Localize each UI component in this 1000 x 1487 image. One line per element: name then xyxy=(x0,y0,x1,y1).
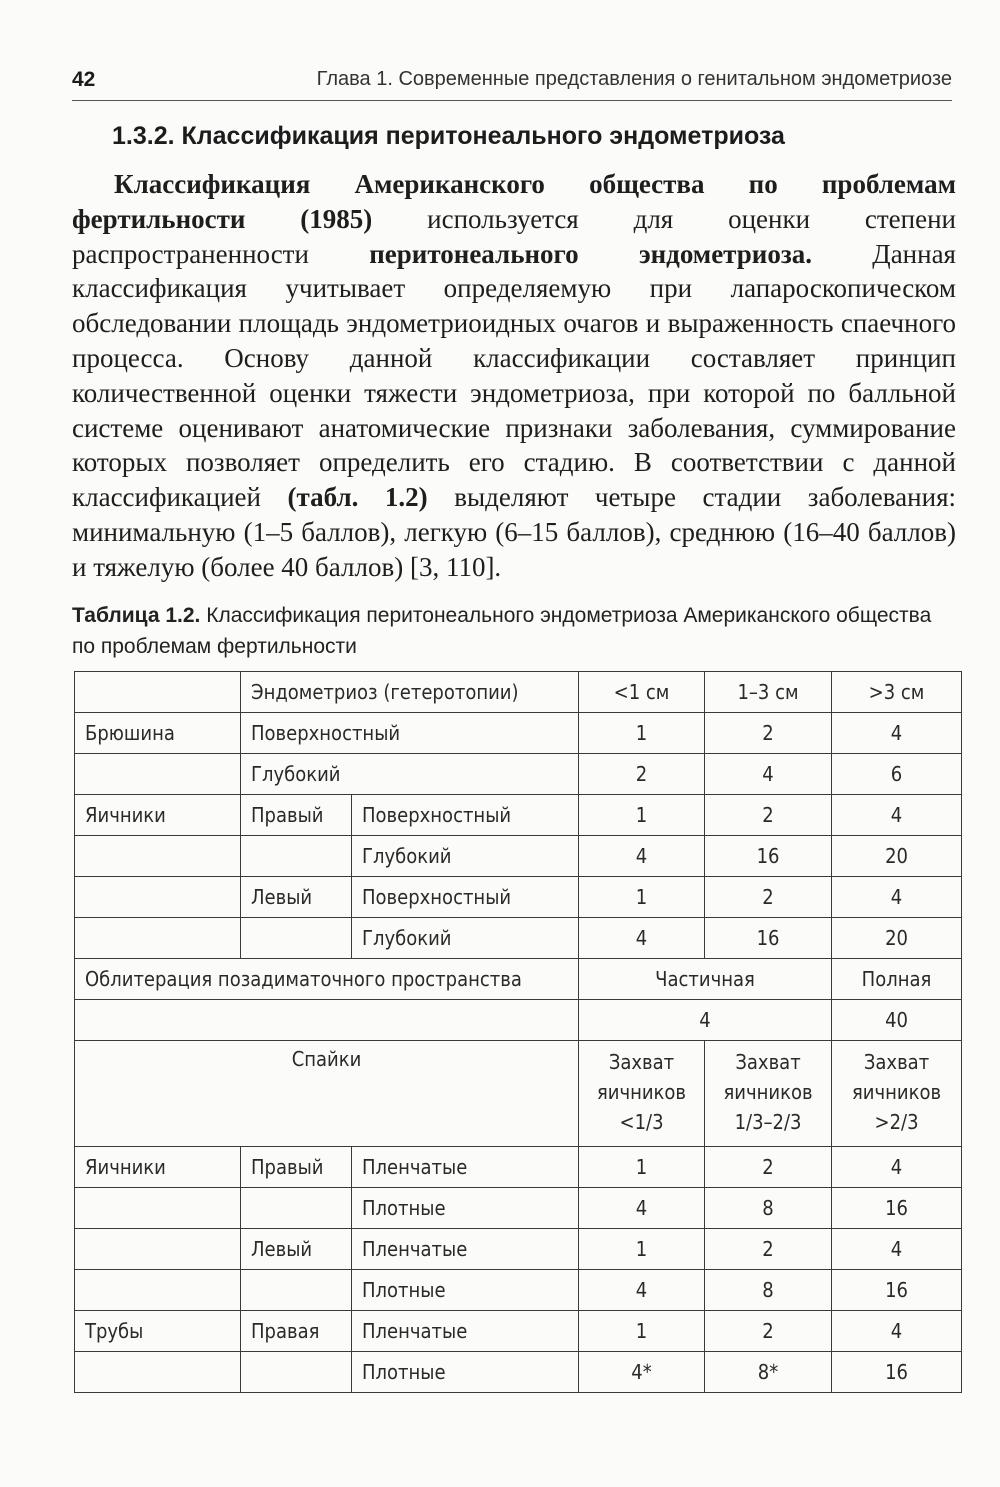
table-row xyxy=(75,1147,962,1188)
score-cell: 2 xyxy=(705,1311,832,1352)
score-cell: 8 xyxy=(705,1270,832,1311)
score-cell: 2 xyxy=(705,795,832,836)
table-row xyxy=(75,1270,962,1311)
lesion-type: Поверхностный xyxy=(352,795,579,836)
score-cell: 2 xyxy=(705,877,832,918)
score-cell: 1 xyxy=(579,1229,705,1270)
side-label: Правый xyxy=(241,795,352,836)
table-caption-text: Классификация перитонеального эндометриоза Американского общества по проблемам фертильности xyxy=(72,604,932,658)
header-endometriosis: Эндометриоз (гетеротопии) xyxy=(241,672,579,713)
adhesion-type: Плотные xyxy=(352,1270,579,1311)
score-cell: 8* xyxy=(705,1352,832,1393)
paragraph-text-3: выделяют четыре стадии заболевания: минимальную (1–5 баллов), легкую (6–15 баллов), среднюю (16–40 баллов) и тяжелую (более 40 баллов) [3, 110]. xyxy=(72,482,956,582)
score-cell: 1 xyxy=(579,877,705,918)
table-row xyxy=(75,795,962,836)
score-cell: 4 xyxy=(832,713,962,754)
score-cell: 2 xyxy=(705,1147,832,1188)
score-cell: 4 xyxy=(579,1000,832,1041)
lesion-type: Глубокий xyxy=(241,754,579,795)
side-label: Правый xyxy=(241,1147,352,1188)
score-cell: 6 xyxy=(832,754,962,795)
empty-cell xyxy=(75,1270,241,1311)
page-number: 42 xyxy=(72,68,96,91)
adhesion-type: Плотные xyxy=(352,1352,579,1393)
table-row xyxy=(75,836,962,877)
table-reference: (табл. 1.2) xyxy=(287,482,428,513)
empty-cell xyxy=(75,1188,241,1229)
adhesions-col-3: Захват яичников >2/3 xyxy=(832,1041,962,1147)
organ-label: Трубы xyxy=(75,1311,241,1352)
adhesions-col-1: Захват яичников <1/3 xyxy=(579,1041,705,1147)
score-cell: 20 xyxy=(832,836,962,877)
side-label: Левый xyxy=(241,877,352,918)
empty-cell xyxy=(75,836,241,877)
empty-cell xyxy=(241,918,352,959)
table-row xyxy=(75,1311,962,1352)
table-caption xyxy=(72,600,958,662)
side-label: Левый xyxy=(241,1229,352,1270)
table-caption-label: Таблица 1.2. xyxy=(72,604,201,627)
adhesion-type: Плотные xyxy=(352,1188,579,1229)
score-cell: 4 xyxy=(705,754,832,795)
score-cell: 20 xyxy=(832,918,962,959)
obliteration-partial: Частичная xyxy=(579,959,832,1000)
header-size-1: <1 см xyxy=(579,672,705,713)
adhesion-type: Пленчатые xyxy=(352,1311,579,1352)
table-row xyxy=(75,1229,962,1270)
header-empty-cell xyxy=(75,672,241,713)
score-cell: 2 xyxy=(705,1229,832,1270)
score-cell: 4 xyxy=(579,918,705,959)
section-title: 1.3.2. Классификация перитонеального эндометриоза xyxy=(112,122,785,150)
score-cell: 1 xyxy=(579,1147,705,1188)
lesion-type: Глубокий xyxy=(352,918,579,959)
empty-cell xyxy=(241,836,352,877)
table-row xyxy=(75,1188,962,1229)
score-cell: 16 xyxy=(705,918,832,959)
score-cell: 8 xyxy=(705,1188,832,1229)
table-row xyxy=(75,754,962,795)
paragraph-text-2: Данная классификация учитывает определяемую при лапароскопическом обследовании площадь эндометриоидных очагов и выраженность спаечного процесса. Основу данной классификации составляет принцип количественной оценки тяжести эндометриоза, при которой по балльной системе оценивают анатомические признаки заболевания, суммирование которых позволяет определить его стадию. В соответствии с данной классификацией xyxy=(72,238,956,513)
score-cell: 4 xyxy=(579,1188,705,1229)
score-cell: 1 xyxy=(579,1311,705,1352)
score-cell: 4 xyxy=(832,1147,962,1188)
empty-cell xyxy=(75,754,241,795)
score-cell: 1 xyxy=(579,795,705,836)
score-cell: 40 xyxy=(832,1000,962,1041)
lesion-type: Поверхностный xyxy=(352,877,579,918)
table-row xyxy=(75,959,962,1000)
organ-label: Яичники xyxy=(75,795,241,836)
score-cell: 4 xyxy=(832,795,962,836)
score-cell: 16 xyxy=(832,1270,962,1311)
score-cell: 4 xyxy=(579,836,705,877)
score-cell: 4* xyxy=(579,1352,705,1393)
score-cell: 2 xyxy=(705,713,832,754)
score-cell: 1 xyxy=(579,713,705,754)
score-cell: 4 xyxy=(832,1229,962,1270)
empty-cell xyxy=(75,918,241,959)
adhesions-col-2: Захват яичников 1/3–2/3 xyxy=(705,1041,832,1147)
score-cell: 16 xyxy=(832,1352,962,1393)
empty-cell xyxy=(75,1352,241,1393)
adhesions-label: Спайки xyxy=(75,1041,579,1147)
obliteration-full: Полная xyxy=(832,959,962,1000)
empty-cell xyxy=(241,1188,352,1229)
empty-cell xyxy=(75,1000,579,1041)
table-row xyxy=(75,877,962,918)
header-size-2: 1–3 см xyxy=(705,672,832,713)
paragraph-text-1: используется для оценки степени распространенности xyxy=(72,203,956,269)
organ-label: Яичники xyxy=(75,1147,241,1188)
empty-cell xyxy=(241,1352,352,1393)
empty-cell xyxy=(241,1270,352,1311)
table-row xyxy=(75,1352,962,1393)
table-row xyxy=(75,1000,962,1041)
lesion-type: Глубокий xyxy=(352,836,579,877)
obliteration-label: Облитерация позадиматочного пространства xyxy=(75,959,579,1000)
score-cell: 4 xyxy=(832,877,962,918)
score-cell: 4 xyxy=(832,1311,962,1352)
score-cell: 16 xyxy=(832,1188,962,1229)
score-cell: 2 xyxy=(579,754,705,795)
adhesions-header-row xyxy=(75,1041,962,1147)
empty-cell xyxy=(75,1229,241,1270)
organ-label: Брюшина xyxy=(75,713,241,754)
lesion-type: Поверхностный xyxy=(241,713,579,754)
adhesion-type: Пленчатые xyxy=(352,1229,579,1270)
running-header xyxy=(72,64,952,101)
bold-term: перитонеального эндометриоза. xyxy=(369,238,812,269)
empty-cell xyxy=(75,877,241,918)
running-title: Глава 1. Современные представления о генитальном эндометриозе xyxy=(316,68,952,90)
table-row xyxy=(75,918,962,959)
adhesion-type: Пленчатые xyxy=(352,1147,579,1188)
bold-intro: Классификация Американского общества по проблемам фертильности (1985) xyxy=(72,169,956,234)
table-header-row xyxy=(75,672,962,713)
classification-table xyxy=(74,671,962,1393)
header-size-3: >3 см xyxy=(832,672,962,713)
side-label: Правая xyxy=(241,1311,352,1352)
table-row xyxy=(75,713,962,754)
score-cell: 16 xyxy=(705,836,832,877)
body-paragraph xyxy=(72,167,956,585)
score-cell: 4 xyxy=(579,1270,705,1311)
